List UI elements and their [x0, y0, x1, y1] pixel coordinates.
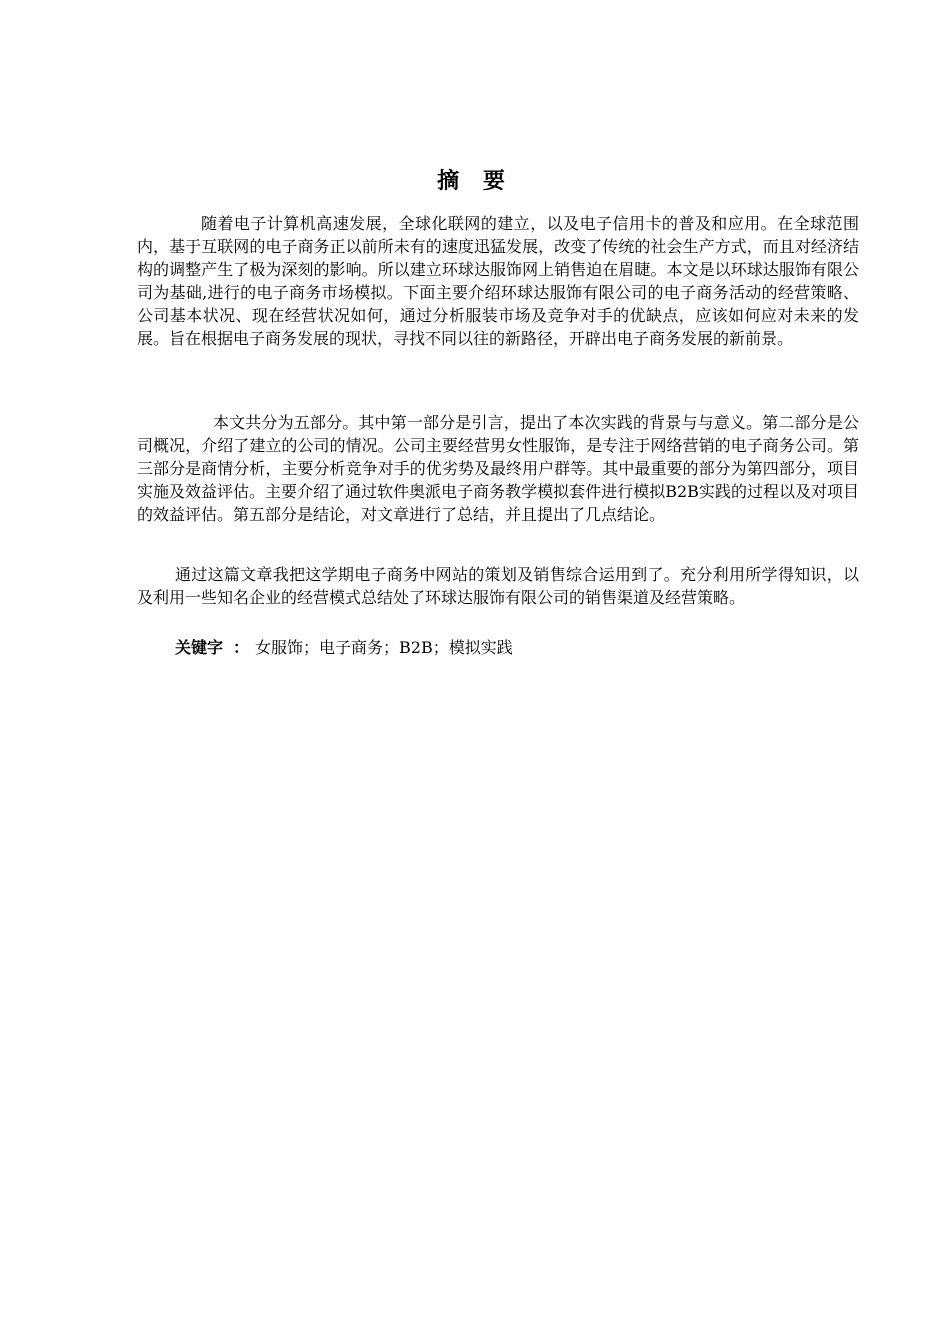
- abstract-paragraph-1: 随着电子计算机高速发展，全球化联网的建立，以及电子信用卡的普及和应用。在全球范围内，基于互联网的电子商务正以前所未有的速度迅猛发展，改变了传统的社会生产方式，而且对经济结构的调整产生了极为深刻的影响。所以建立环球达服饰网上销售迫在眉睫。本文是以环球达服饰有限公司为基础,进行的电子商务市场模拟。下面主要介绍环球达服饰有限公司的电子商务活动的经营策略、公司基本状况、现在经营状况如何，通过分析服装市场及竞争对手的优缺点，应该如何应对未来的发展。旨在根据电子商务发展的现状，寻找不同以往的新路径，开辟出电子商务发展的新前景。: [137, 214, 859, 349]
- abstract-title: 摘 要: [437, 169, 513, 194]
- keywords-label: 关键字: [175, 638, 224, 657]
- keywords-separator: ：: [233, 638, 250, 657]
- keywords-line: [175, 636, 513, 659]
- keywords-list: 女服饰；电子商务；B2B；模拟实践: [255, 638, 513, 657]
- abstract-paragraph-3: 通过这篇文章我把这学期电子商务中网站的策划及销售综合运用到了。充分利用所学得知识，以及利用一些知名企业的经营模式总结处了环球达服饰有限公司的销售渠道及经营策略。: [137, 565, 859, 608]
- abstract-paragraph-2: 本文共分为五部分。其中第一部分是引言，提出了本次实践的背景与与意义。第二部分是公司概况，介绍了建立的公司的情况。公司主要经营男女性服饰，是专注于网络营销的电子商务公司。第三部分是商情分析，主要分析竞争对手的优劣势及最终用户群等。其中最重要的部分为第四部分，项目实施及效益评估。主要介绍了通过软件奥派电子商务教学模拟套件进行模拟B2B实践的过程以及对项目的效益评估。第五部分是结论，对文章进行了总结，并且提出了几点结论。: [137, 413, 859, 525]
